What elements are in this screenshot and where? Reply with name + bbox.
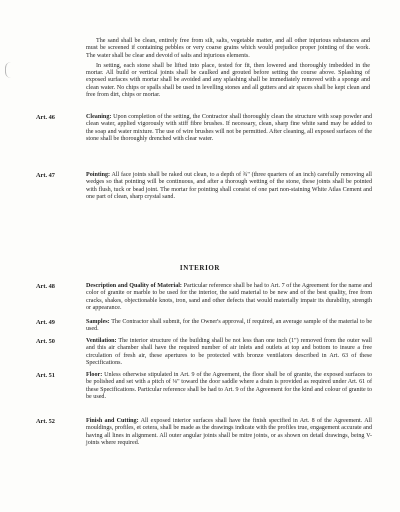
article-text: All face joints shall be raked out clean, to a depth of ¾" (three quarters of an inch) carefully removing all wedges so that pointing will be continuous, and after a thorough wetting of the stone, these joints shall be pointed with flush, tuck or bead joint. The mortar for pointing shall consist of one part non-staining White Atlas Cement and one part of clean, sharp crystal sand. <box>86 172 372 200</box>
article-label: Art. 49 <box>36 319 55 326</box>
article-47 <box>36 172 372 201</box>
article-52 <box>36 418 372 447</box>
article-label: Art. 50 <box>36 338 55 345</box>
article-text: The Contractor shall submit, for the Owner's approval, if required, an average sample of the material to be used. <box>86 319 372 333</box>
article-46 <box>36 114 372 143</box>
article-text: The interior structure of the building shall be not less than one inch (1") removed from the outer wall and this air chamber shall have the required number of air inlets and outlets at top and bottom to insure a free circulation of fresh air, these apertures to be protected with bronze ventilators described in Art. 63 of these Specifications. <box>86 338 372 366</box>
article-label: Art. 48 <box>36 283 55 290</box>
article-heading: Pointing: <box>86 172 111 178</box>
scan-binding-mark <box>5 62 12 78</box>
article-body <box>86 319 372 334</box>
article-body <box>86 114 372 143</box>
article-label: Art. 47 <box>36 172 55 179</box>
article-label: Art. 51 <box>36 372 55 379</box>
intro-paragraph-sand: The sand shall be clean, entirely free from silt, salts, vegetable matter, and all other injurious substances and must be screened if containing pebbles or very coarse grains which would prejudice proper jointing of the work. The water shall be clear and devoid of salts and injurious elements. <box>86 38 370 59</box>
article-heading: Cleaning: <box>86 114 112 120</box>
article-body <box>86 338 372 367</box>
intro-paragraphs <box>86 38 370 102</box>
article-49 <box>36 319 372 334</box>
article-51 <box>36 372 372 401</box>
article-heading: Finish and Cutting: <box>86 418 139 424</box>
article-text: All exposed interior surfaces shall have the finish specified in Art. 8 of the Agreement. All mouldings, profiles, et cetera, shall be made as the drawings indicate with the profiles true, engagement accurate and having all lines in alignment. All outer angular joints shall be mitre joints, or as shown on detail drawings, being V-joints where required. <box>86 418 372 446</box>
article-body <box>86 418 372 447</box>
article-heading: Floor: <box>86 372 103 378</box>
intro-paragraph-setting: In setting, each stone shall be lifted into place, tested for fit, then lowered and thoroughly imbedded in the mortar. All build or vertical joints shall be caulked and grouted before setting the course above. Splashing of exposed surfaces with mortar shall be avoided and any splashing shall be immediately removed with a sponge and clean water. No chips or spalls shall be used in levelling stones and all gutters and air spaces shall be kept clean and free from dirt, chips or mortar. <box>86 62 370 98</box>
article-label: Art. 46 <box>36 114 55 121</box>
section-title: INTERIOR <box>179 264 221 272</box>
article-body <box>86 372 372 401</box>
article-text: Upon completion of the setting, the Contractor shall thoroughly clean the structure with soap powder and clean water, applied vigorously with stiff fibre brushes. If necessary, clean, sharp fine white sand may be added to the soap and water mixture. The use of wire brushes will not be permitted. After cleaning, all exposed surfaces of the stone shall be thoroughly drenched with clear water. <box>86 114 372 142</box>
article-body <box>86 172 372 201</box>
article-50 <box>36 338 372 367</box>
article-heading: Samples: <box>86 319 110 325</box>
article-heading: Description and Quality of Material: <box>86 283 182 289</box>
article-text: Unless otherwise stipulated in Art. 9 of the Agreement, the floor shall be of granite, the exposed surfaces to be polished and set with a pitch of ⅛" toward the door saddle where a drain is provided as required under Art. 61 of these Specifications. Particular reference shall be had to Art. 9 of the Agreement for the kind and colour of granite to be used. <box>86 372 372 400</box>
article-label: Art. 52 <box>36 418 55 425</box>
article-heading: Ventilation: <box>86 338 117 344</box>
article-body <box>86 283 372 312</box>
article-48 <box>36 283 372 312</box>
article-text: Particular reference shall be had to Art. 7 of the Agreement for the name and color of granite or marble to be used for the interior, the said material to be new and of the best quality, free from cracks, shakes, objectionable knots, iron, sand and other defects that would materially impair its durability, strength or appearance. <box>86 283 372 311</box>
